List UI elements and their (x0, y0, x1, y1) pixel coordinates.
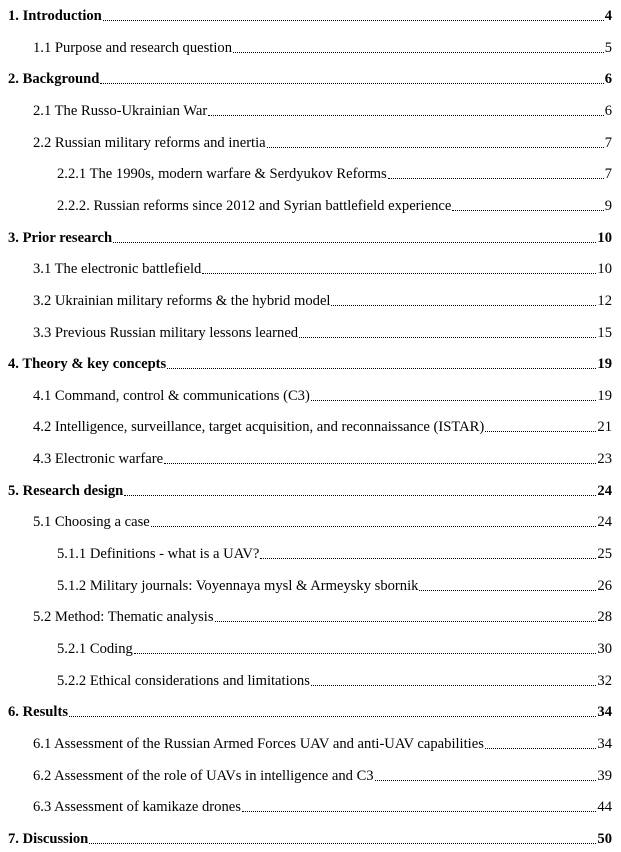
dot-leader (299, 336, 596, 338)
toc-entry-page-number: 34 (597, 735, 612, 752)
dot-leader (151, 525, 597, 527)
dot-leader (89, 842, 596, 844)
toc-entry-title: 2.2.1 The 1990s, modern warfare & Serdyukov Reforms (57, 166, 387, 183)
toc-entry[interactable] (8, 225, 612, 247)
toc-entry[interactable] (33, 130, 612, 152)
toc-entry[interactable] (33, 320, 612, 342)
toc-entry-page-number: 34 (597, 704, 612, 721)
toc-entry[interactable] (33, 35, 612, 57)
toc-entry-title: 5.2.1 Coding (57, 641, 133, 657)
dot-leader (113, 241, 596, 243)
toc-entry[interactable] (33, 288, 612, 310)
toc-entry-title: 7. Discussion (8, 830, 89, 847)
toc-entry-page-number: 23 (597, 451, 612, 468)
toc-entry-title: 4.1 Command, control & communications (C3) (33, 387, 310, 404)
toc-entry-page-number: 10 (597, 261, 612, 278)
toc-entry[interactable] (33, 256, 612, 278)
toc-entry[interactable] (33, 446, 612, 468)
dot-leader (233, 51, 604, 53)
toc-entry-page-number: 25 (597, 546, 612, 563)
dot-leader (331, 304, 596, 306)
toc-entry-title: 4.2 Intelligence, surveillance, target acquisition, and reconnaissance (ISTAR) (33, 419, 485, 436)
toc-entry[interactable] (33, 604, 612, 626)
toc-entry-title: 2.2.2. Russian reforms since 2012 and Syrian battlefield experience (57, 197, 452, 214)
toc-entry[interactable] (8, 3, 612, 25)
toc-entry-title: 5.1.1 Definitions - what is a UAV? (57, 546, 260, 563)
toc-entry-title: 5.1.2 Military journals: Voyennaya mysl & Armeysky sbornik (57, 577, 419, 594)
dot-leader (311, 684, 596, 686)
dot-leader (388, 177, 604, 179)
dot-leader (419, 589, 596, 591)
dot-leader (260, 557, 596, 559)
toc-entry[interactable] (8, 478, 612, 500)
toc-entry-title: 3.2 Ukrainian military reforms & the hybrid model (33, 292, 331, 309)
toc-entry-title: 3.3 Previous Russian military lessons learned (33, 324, 299, 341)
toc-entry-page-number: 24 (597, 482, 612, 499)
toc-entry-page-number: 7 (604, 134, 612, 151)
dot-leader (69, 715, 596, 717)
toc-entry[interactable] (8, 351, 612, 373)
dot-leader (215, 620, 597, 622)
toc-entry-title: 6.2 Assessment of the role of UAVs in intelligence and C3 (33, 767, 374, 784)
toc-entry-page-number: 26 (597, 577, 612, 594)
toc-entry[interactable] (57, 541, 612, 563)
toc-entry-title: 1.1 Purpose and research question (33, 39, 232, 56)
toc-entry-page-number: 6 (604, 102, 612, 119)
toc-entry-title: 4.3 Electronic warfare (33, 451, 164, 468)
toc-entry-title: 6.3 Assessment of kamikaze drones (33, 799, 241, 816)
dot-leader (452, 209, 603, 211)
toc-entry[interactable] (8, 66, 612, 88)
toc-entry-page-number: 30 (597, 641, 612, 657)
toc-entry-title: 3. Prior research (8, 229, 113, 246)
toc-entry-page-number: 15 (597, 324, 612, 341)
toc-entry-title: 6.1 Assessment of the Russian Armed Forces UAV and anti-UAV capabilities (33, 735, 484, 752)
dot-leader (124, 494, 596, 496)
dot-leader (134, 652, 597, 654)
toc-entry-page-number: 10 (597, 229, 612, 246)
toc-entry-title: 5.2 Method: Thematic analysis (33, 609, 214, 626)
toc-entry[interactable] (33, 794, 612, 816)
toc-entry-title: 2.2 Russian military reforms and inertia (33, 134, 266, 151)
dot-leader (242, 810, 596, 812)
toc-entry-title: 4. Theory & key concepts (8, 356, 167, 373)
dot-leader (208, 114, 604, 116)
toc-entry-page-number: 50 (597, 830, 612, 847)
dot-leader (164, 462, 596, 464)
toc-entry-page-number: 19 (597, 356, 612, 373)
toc-entry-page-number: 19 (597, 387, 612, 404)
toc-entry-title: 5. Research design (8, 482, 124, 499)
toc-entry-page-number: 4 (604, 8, 612, 24)
dot-leader (202, 272, 596, 274)
dot-leader (375, 779, 597, 781)
toc-entry-page-number: 39 (597, 767, 612, 784)
dot-leader (311, 399, 597, 401)
toc-entry[interactable] (33, 509, 612, 531)
toc-entry[interactable] (8, 826, 612, 848)
toc-entry-page-number: 21 (597, 419, 612, 436)
toc-entry-title: 3.1 The electronic battlefield (33, 261, 202, 278)
toc-entry[interactable] (33, 763, 612, 785)
dot-leader (267, 146, 604, 148)
toc-entry-page-number: 7 (604, 166, 612, 183)
dot-leader (100, 82, 603, 84)
toc-entry-page-number: 32 (597, 672, 612, 689)
toc-entry[interactable] (8, 699, 612, 721)
toc-entry-title: 5.2.2 Ethical considerations and limitations (57, 672, 310, 689)
toc-entry[interactable] (57, 161, 612, 183)
dot-leader (485, 430, 596, 432)
toc-entry[interactable] (33, 414, 612, 436)
toc-entry-page-number: 28 (597, 609, 612, 626)
toc-entry[interactable] (33, 383, 612, 405)
toc-entry[interactable] (57, 668, 612, 690)
dot-leader (103, 19, 604, 21)
toc-entry-page-number: 44 (597, 799, 612, 816)
toc-entry-title: 1. Introduction (8, 8, 102, 24)
toc-entry-page-number: 24 (597, 514, 612, 531)
toc-entry[interactable] (33, 731, 612, 753)
toc-entry-page-number: 9 (604, 197, 612, 214)
toc-entry-page-number: 12 (597, 292, 612, 309)
dot-leader (485, 747, 597, 749)
dot-leader (167, 367, 596, 369)
toc-entry-title: 5.1 Choosing a case (33, 514, 150, 531)
toc-entry-page-number: 6 (604, 71, 612, 88)
toc-entry-title: 6. Results (8, 704, 68, 721)
toc-entry[interactable] (33, 98, 612, 120)
toc-entry[interactable] (57, 636, 612, 658)
toc-entry[interactable] (57, 193, 612, 215)
toc-entry-title: 2.1 The Russo-Ukrainian War (33, 102, 208, 119)
toc-entry[interactable] (57, 573, 612, 595)
toc-entry-title: 2. Background (8, 71, 100, 88)
toc-entry-page-number: 5 (604, 39, 612, 56)
